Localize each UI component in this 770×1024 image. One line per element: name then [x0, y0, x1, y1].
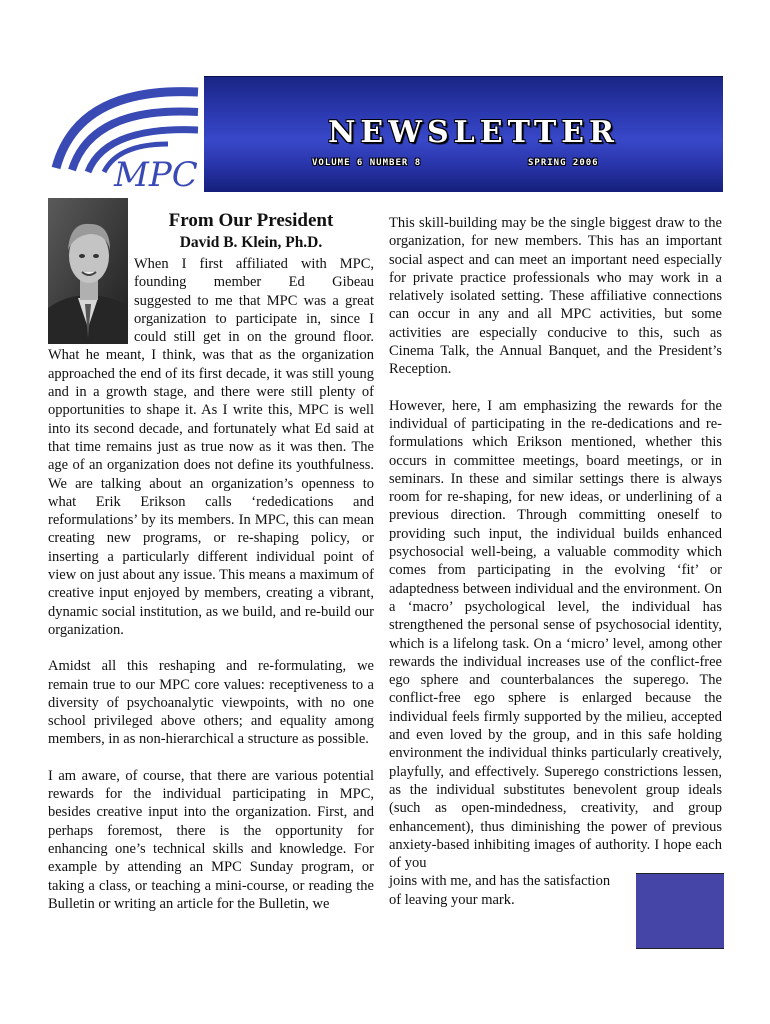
paragraph-1: What he meant, I think, was that as the organization approached the end of its first decade, it was still young and in a growth stage, and there were still plenty of opportunities to shape it. As I write this, MPC is well into its second decade, and fortunately what Ed said at that time remains just as true now as it was then. The age of an organization does not define its youthfulness. We are talking about an organization’s openness to what Erik Erikson calls ‘rededications and reformulations’ by its members. In MPC, this can mean creating new programs, or re-shaping policy, or inserting a particularly different individual point of view on just about any issue. This means a maximum of creative input enjoyed by members, creating a vibrant, dynamic social institution, as we build, and re-build our organization.	[48, 347, 374, 638]
paragraph-right-1: This skill-building may be the single biggest draw to the organization, for new members. This has an important social aspect and can meet an important need especially for private practice professionals who may work in a relatively isolated setting. These affiliative connections can occur in any and all MPC activities, but some activities are especially conducive to this, such as Cinema Talk, the Annual Banquet, and the President’s Reception.	[389, 215, 722, 378]
season-date: SPRING 2006	[528, 158, 599, 168]
mpc-logo	[48, 76, 208, 196]
logo-text: MPC	[114, 155, 198, 195]
intro-line: suggested to me that MPC was a great	[134, 292, 374, 309]
right-column	[389, 214, 722, 909]
article-heading: From Our President	[168, 210, 334, 231]
mpc-arc-logo-icon	[48, 76, 208, 196]
closing-line-1: joins with me, and has the satisfaction	[389, 873, 611, 890]
volume-number: VOLUME 6 NUMBER 8	[312, 158, 422, 168]
decorative-blue-box	[636, 873, 724, 949]
intro-line: could still get in on the ground floor.	[134, 329, 374, 346]
intro-line: When I first affiliated with MPC,	[134, 256, 374, 272]
paragraph-2: Amidst all this reshaping and re-formulating, we remain true to our MPC core values: receptiveness to a diversity of psychoanalytic viewpoints, with no one school privileged above others; and equality among members, in as non-hierarchical a structure as possible.	[48, 658, 374, 748]
intro-line: organization to participate in, since I	[134, 310, 374, 327]
paragraph-3: I am aware, of course, that there are various potential rewards for the individual participating in MPC, besides creative input into the organization. First, and perhaps foremost, there is the opportunity for enhancing one’s technical skills and knowledge. For example by attending an MPC Sunday program, or taking a class, or teaching a mini-course, or reading the Bulletin or writing an article for the Bulletin, we	[48, 767, 374, 912]
newsletter-banner	[204, 76, 723, 192]
article-byline: David B. Klein, Ph.D.	[179, 234, 323, 251]
intro-paragraph	[134, 255, 374, 346]
newsletter-title: NEWSLETTER	[328, 115, 619, 150]
paragraph-right-2: However, here, I am emphasizing the rewards for the individual of participating in the re-dedications and re-formulations which Erikson mentioned, whether this occurs in committee meetings, board meetings, or in seminars. In these and similar settings there is always room for re-shaping, for new ideas, or underlining of a previous direction. Through committing oneself to providing such input, the individual builds enhanced psychosocial well-being, a valuable commodity which comes from participating in the evolving ‘fit’ or adaptedness between individual and the environment. On a ‘macro’ psychological level, the individual has strengthened the personal sense of psychosocial identity, which is a lifelong task. On a ‘micro’ level, among other rewards the individual increases use of the conflict-free ego sphere and counterbalances the superego. The conflict-free ego sphere is enlarged because the individual feels firmly supported by the milieu, accepted and even loved by the group, and in this safe holding environment the individual thinks particularly creatively, playfully, and effectively. Superego constrictions lessen, as the individual substitutes benevolent group ideals (such as open-mindedness, creativity, and group enhancement), thus diminishing the power of previous anxiety-based inhibiting images of authority. I hope each of you	[389, 397, 722, 872]
closing-line-2: of leaving your mark.	[389, 891, 515, 908]
intro-line: founding member Ed Gibeau	[134, 274, 374, 291]
left-column	[48, 209, 374, 913]
